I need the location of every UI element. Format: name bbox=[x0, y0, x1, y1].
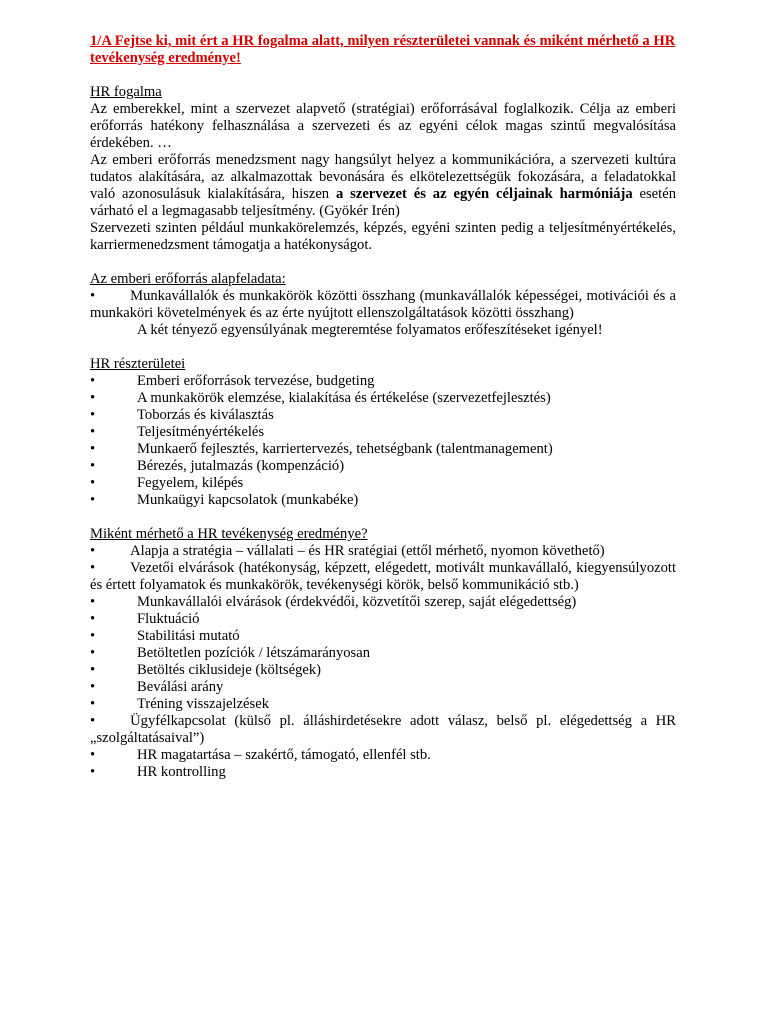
bullet-icon: • bbox=[90, 594, 96, 610]
hr-concept-paragraph-2 bbox=[90, 152, 676, 220]
measurement-list bbox=[90, 543, 676, 781]
bullet-icon: • bbox=[90, 390, 96, 406]
list-item bbox=[90, 662, 676, 679]
bullet-icon: • bbox=[90, 645, 96, 661]
list-item-text: Bérezés, jutalmazás (kompenzáció) bbox=[137, 458, 345, 474]
list-item bbox=[90, 611, 676, 628]
bullet-icon: • bbox=[90, 288, 96, 304]
list-item-text: Betöltés ciklusideje (költségek) bbox=[137, 662, 321, 678]
list-item bbox=[90, 458, 676, 475]
question-title: 1/A Fejtse ki, mit ért a HR fogalma alatt, milyen részterületei vannak és miként mérhető a HR tevékenység eredménye! bbox=[90, 33, 676, 66]
list-item-text: Tréning visszajelzések bbox=[137, 696, 269, 712]
list-item-text: A munkakörök elemzése, kialakítása és értékelése (szervezetfejlesztés) bbox=[137, 390, 551, 406]
list-item-text: Beválási arány bbox=[137, 679, 224, 695]
list-item-text: Fegyelem, kilépés bbox=[137, 475, 244, 491]
list-item bbox=[90, 679, 676, 696]
bullet-icon: • bbox=[90, 458, 96, 474]
subareas-heading: HR részterületei bbox=[90, 356, 186, 372]
hr-concept-paragraph-1: Az emberekkel, mint a szervezet alapvető (stratégiai) erőforrásával foglalkozik. Célja az emberi erőforrás hatékony felhasználása a szervezeti és az egyéni célok magas szintű megvalósítása érdekében. … bbox=[90, 101, 676, 151]
list-item-text: Fluktuáció bbox=[137, 611, 200, 627]
list-item-text: Munkaügyi kapcsolatok (munkabéke) bbox=[137, 492, 359, 508]
list-item bbox=[90, 764, 676, 781]
list-item bbox=[90, 441, 676, 458]
list-item bbox=[90, 373, 676, 390]
list-item-text: HR magatartása – szakértő, támogató, ellenfél stb. bbox=[137, 747, 431, 763]
document-page bbox=[90, 33, 676, 781]
list-item bbox=[90, 475, 676, 492]
bullet-icon: • bbox=[90, 492, 96, 508]
list-item-text: Munkavállalói elvárások (érdekvédői, közvetítői szerep, saját elégedettség) bbox=[137, 594, 577, 610]
hr-concept-heading: HR fogalma bbox=[90, 84, 162, 100]
spacer bbox=[90, 67, 676, 84]
list-item-text: Ügyfélkapcsolat (külső pl. álláshirdetésekre adott válasz, belső pl. elégedettség a HR „szolgáltatásaival”) bbox=[90, 713, 676, 746]
list-item bbox=[90, 390, 676, 407]
list-item-text: Vezetői elvárások (hatékonyság, képzett, elégedett, motivált munkavállaló, kiegyensúlyozott és értett folyamatok és munkakörök, tevékenységi körök, belső kommunikáció stb.) bbox=[90, 560, 676, 593]
list-item-text: Alapja a stratégia – vállalati – és HR sratégiai (ettől mérhető, nyomon követhető) bbox=[130, 543, 605, 559]
hr-concept-paragraph-3: Szervezeti szinten például munkakörelemzés, képzés, egyéni szinten pedig a teljesítményértékelés, karriermenedzsment támogatja a hatékonyságot. bbox=[90, 220, 676, 253]
list-item bbox=[90, 628, 676, 645]
list-item-text: Emberi erőforrások tervezése, budgeting bbox=[137, 373, 375, 389]
bullet-icon: • bbox=[90, 560, 96, 576]
bullet-icon: • bbox=[90, 747, 96, 763]
list-item-text: Toborzás és kiválasztás bbox=[137, 407, 274, 423]
bullet-icon: • bbox=[90, 628, 96, 644]
basic-task-note: A két tényező egyensúlyának megteremtése folyamatos erőfeszítéseket igényel! bbox=[137, 322, 603, 338]
list-item bbox=[90, 696, 676, 713]
bullet-text: Munkavállalók és munkakörök közötti összhang (munkavállalók képességei, motivációi és a munkaköri követelmények és az érte nyújtott ellenszolgáltatások közötti összhang) bbox=[90, 288, 676, 321]
bullet-icon: • bbox=[90, 696, 96, 712]
list-item-text: Betöltetlen pozíciók / létszámarányosan bbox=[137, 645, 371, 661]
list-item bbox=[90, 424, 676, 441]
list-item bbox=[90, 645, 676, 662]
bullet-icon: • bbox=[90, 662, 96, 678]
list-item bbox=[90, 543, 676, 560]
bullet-icon: • bbox=[90, 373, 96, 389]
list-item-text: HR kontrolling bbox=[137, 764, 226, 780]
bullet-icon: • bbox=[90, 764, 96, 780]
subareas-list bbox=[90, 373, 676, 509]
measurement-heading: Miként mérhető a HR tevékenység eredménye? bbox=[90, 526, 368, 542]
list-item bbox=[90, 560, 676, 594]
list-item bbox=[90, 713, 676, 747]
bullet-icon: • bbox=[90, 424, 96, 440]
list-item bbox=[90, 407, 676, 424]
list-item bbox=[90, 747, 676, 764]
bullet-icon: • bbox=[90, 475, 96, 491]
bullet-icon: • bbox=[90, 407, 96, 423]
bullet-icon: • bbox=[90, 441, 96, 457]
list-item bbox=[90, 492, 676, 509]
bold-phrase: a szervezet és az egyén céljainak harmóniája bbox=[335, 186, 633, 202]
list-item-text: Teljesítményértékelés bbox=[137, 424, 265, 440]
list-item bbox=[90, 594, 676, 611]
bullet-icon: • bbox=[90, 611, 96, 627]
list-item-text: Stabilitási mutató bbox=[137, 628, 240, 644]
spacer bbox=[90, 339, 676, 356]
spacer bbox=[90, 509, 676, 526]
basic-task-bullet bbox=[90, 288, 676, 322]
bullet-icon: • bbox=[90, 713, 96, 729]
list-item-text: Munkaerő fejlesztés, karriertervezés, tehetségbank (talentmanagement) bbox=[137, 441, 553, 457]
basic-task-heading: Az emberi erőforrás alapfeladata: bbox=[90, 271, 286, 287]
bullet-icon: • bbox=[90, 679, 96, 695]
bullet-icon: • bbox=[90, 543, 96, 559]
paragraph-text: esetén várható el a legmagasabb teljesítmény. (Gyökér Irén) bbox=[90, 186, 676, 219]
spacer bbox=[90, 254, 676, 271]
paragraph-text: Az emberi erőforrás menedzsment nagy hangsúlyt helyez a kommunikációra, a szervezeti kultúra tudatos alakítására, az alkalmazottak bevonására és elkötelezettségük fokozására, a feladatokkal való azonosulásuk kialakítására, hiszen bbox=[90, 152, 676, 202]
